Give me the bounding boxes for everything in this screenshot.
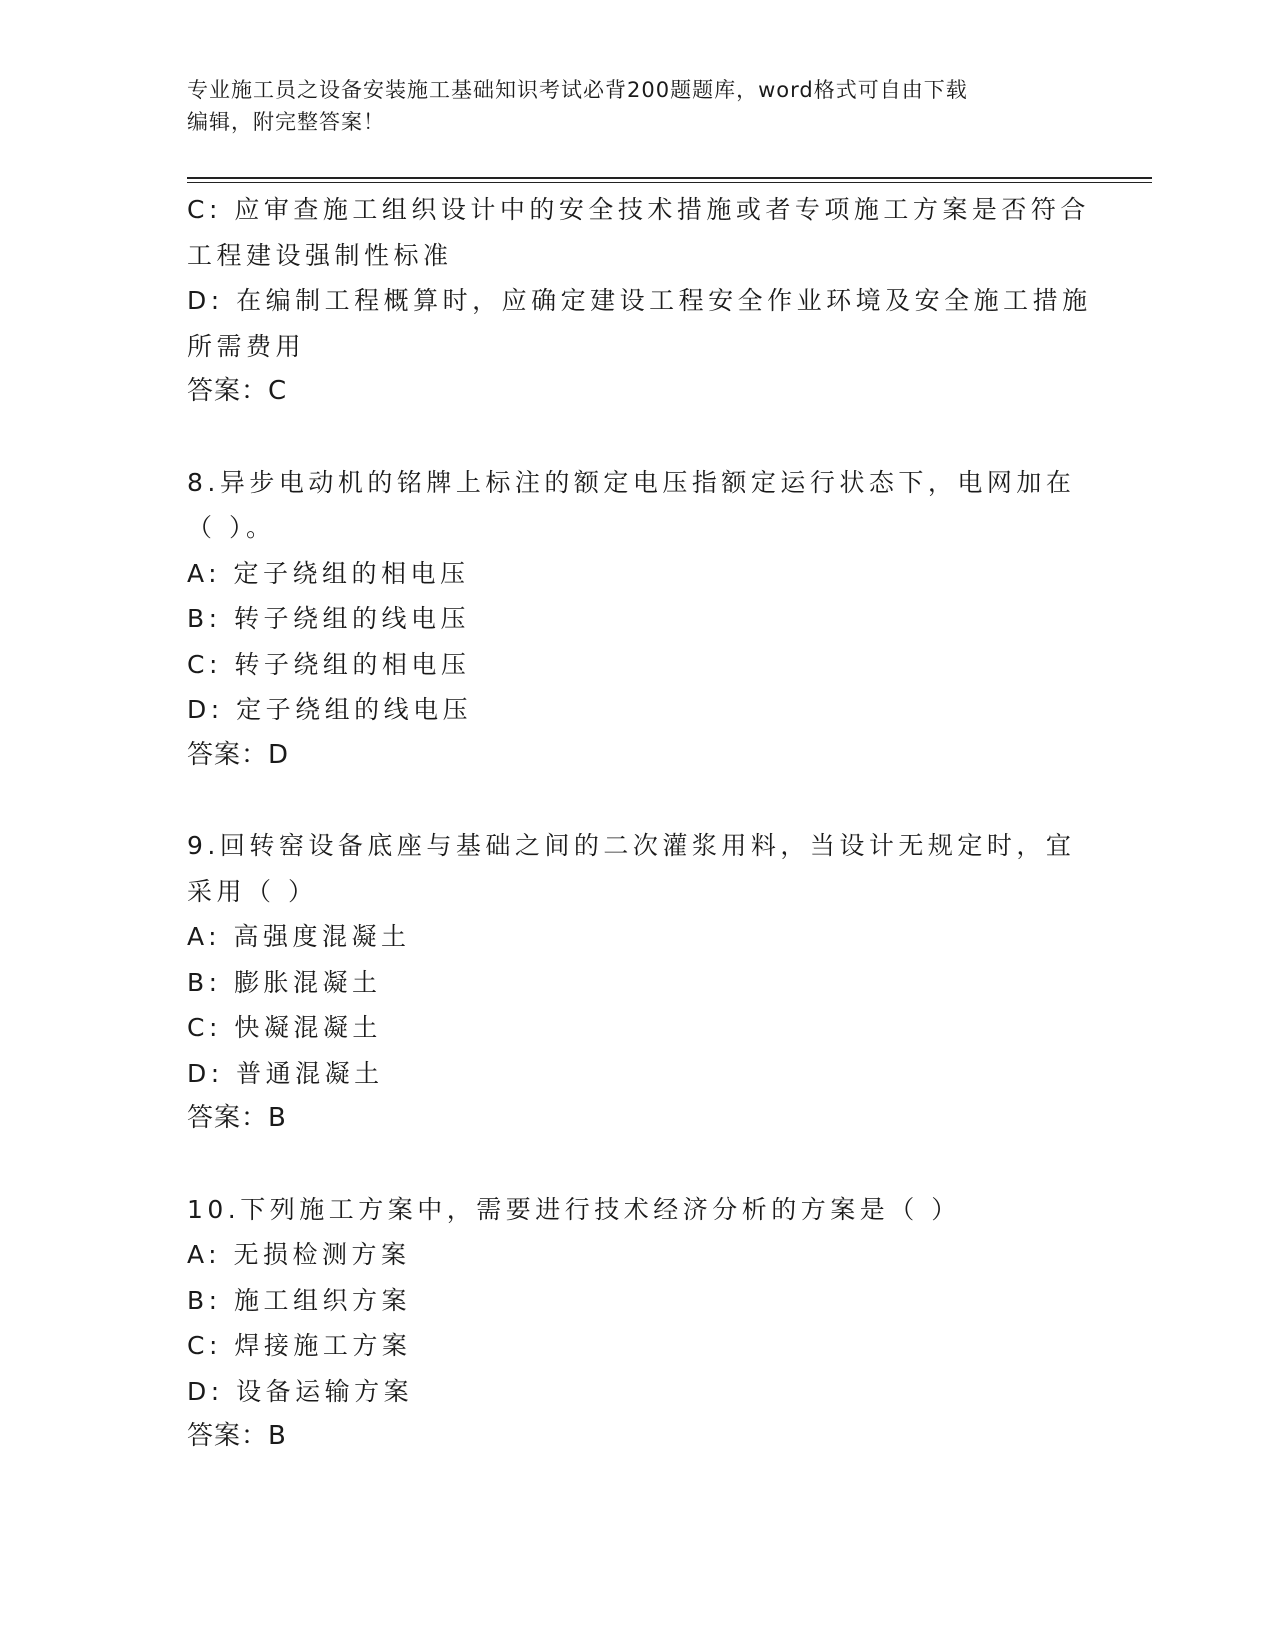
answer-9: 答案：B bbox=[187, 1103, 287, 1133]
question-10-option-a: A: 无损检测方案 bbox=[187, 1240, 411, 1269]
question-8-option-d: D: 定子绕组的线电压 bbox=[187, 695, 473, 724]
question-8-option-c: C: 转子绕组的相电压 bbox=[187, 649, 471, 679]
question-9-option-b: B: 膨胀混凝土 bbox=[187, 967, 382, 997]
page-header bbox=[187, 74, 1067, 138]
option-c-line-1: C: 应审查施工组织设计中的安全技术措施或者专项施工方案是否符合 bbox=[187, 195, 1090, 224]
question-9-stem-line-2: 采用（ ） bbox=[187, 876, 318, 906]
answer-8: 答案：D bbox=[187, 739, 290, 770]
spacer bbox=[187, 1142, 1087, 1187]
answer-7: 答案：C bbox=[187, 376, 288, 406]
question-9-option-a: A: 高强度混凝土 bbox=[187, 922, 411, 951]
question-8 bbox=[187, 460, 1087, 779]
question-8-stem-line-2: （ ）。 bbox=[187, 513, 276, 542]
question-8-option-b: B: 转子绕组的线电压 bbox=[187, 604, 471, 633]
question-9-stem-line-1: 9.回转窑设备底座与基础之间的二次灌浆用料，当设计无规定时，宜 bbox=[187, 831, 1076, 860]
header-title-line-2: 编辑，附完整答案！ bbox=[187, 110, 385, 134]
question-9 bbox=[187, 823, 1087, 1142]
option-c-line-2: 工程建设强制性标准 bbox=[187, 240, 453, 270]
header-divider-thin bbox=[187, 182, 1152, 183]
answer-10: 答案：B bbox=[187, 1421, 287, 1451]
question-10 bbox=[187, 1187, 1087, 1460]
spacer bbox=[187, 778, 1087, 823]
question-10-option-d: D: 设备运输方案 bbox=[187, 1376, 414, 1406]
question-9-option-c: C: 快凝混凝土 bbox=[187, 1013, 382, 1042]
question-8-option-a: A: 定子绕组的相电压 bbox=[187, 558, 470, 588]
document-body bbox=[187, 187, 1092, 1460]
question-10-stem-line-1: 10.下列施工方案中，需要进行技术经济分析的方案是（ ） bbox=[187, 1194, 961, 1224]
question-10-option-c: C: 焊接施工方案 bbox=[187, 1331, 412, 1360]
question-9-option-d: D: 普通混凝土 bbox=[187, 1058, 384, 1088]
question-8-stem-line-1: 8.异步电动机的铭牌上标注的额定电压指额定运行状态下，电网加在 bbox=[187, 467, 1076, 497]
header-title-line-1: 专业施工员之设备安装施工基础知识考试必背200题题库，word格式可自由下载 bbox=[187, 78, 968, 102]
question-10-option-b: B: 施工组织方案 bbox=[187, 1285, 412, 1315]
header-divider bbox=[187, 177, 1152, 179]
spacer bbox=[187, 415, 1087, 460]
option-d-line-2: 所需费用 bbox=[187, 331, 306, 361]
option-d-line-1: D: 在编制工程概算时，应确定建设工程安全作业环境及安全施工措施 bbox=[187, 286, 1092, 315]
question-7-tail bbox=[187, 187, 1092, 415]
